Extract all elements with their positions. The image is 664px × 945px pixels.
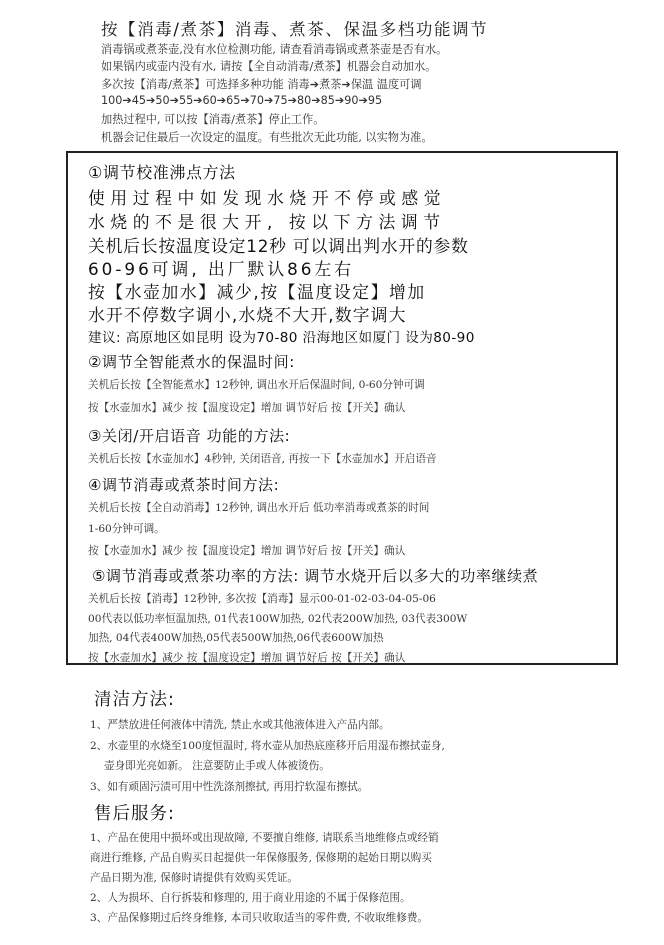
sterilize-power-desc-2: 00代表以低功率恒温加热, 01代表100W加热, 02代表200W加热, 03代表300W: [88, 613, 468, 625]
warning-no-water-sensor: 消毒锅或煮茶壶,没有水位检测功能, 请查看消毒锅或煮茶壶是否有水。: [101, 43, 448, 56]
warning-auto-add-water: 如果锅内或壶内没有水, 请按【全自动消毒/煮茶】机器会自动加水。: [101, 60, 437, 73]
calibration-line-1: 使用过程中如发现水烧开不停或感觉: [88, 188, 447, 208]
calibration-line-5: 按【水壶加水】减少,按【温度设定】增加: [88, 282, 426, 302]
cleaning-item-2b: 壶身即光亮如新。 注意要防止手或人体被烫伤。: [104, 760, 330, 772]
after-sales-item-1a: 1、产品在使用中损坏或出现故障, 不要擅自维修, 请联系当地维修点或经销: [90, 832, 439, 844]
cleaning-item-1: 1、严禁放进任何液体中清洗, 禁止水或其他液体进入产品内部。: [90, 719, 390, 731]
temperature-sequence: 100➔45➔50➔55➔60➔65➔70➔75➔80➔85➔90➔95: [101, 94, 383, 107]
calibration-line-3: 关机后长按温度设定12秒 可以调出判水开的参数: [88, 236, 469, 256]
sterilize-time-title: ④调节消毒或煮茶时间方法:: [88, 476, 280, 494]
sterilize-time-adjust: 按【水壶加水】减少 按【温度设定】增加 调节好后 按【开关】确认: [88, 545, 406, 557]
sterilize-power-title: ⑤调节消毒或煮茶功率的方法: 调节水烧开后以多大的功率继续煮: [92, 567, 539, 585]
after-sales-item-1c: 产品日期为准, 保修时请提供有效购买凭证。: [90, 872, 299, 884]
calibration-suggestion: 建议: 高原地区如昆明 设为70-80 沿海地区如厦门 设为80-90: [88, 330, 475, 346]
calibration-line-2: 水烧的不是很大开, 按以下方法调节: [88, 212, 446, 232]
calibration-line-6: 水开不停数字调小,水烧不大开,数字调大: [88, 305, 407, 325]
memory-info: 机器会记住最后一次设定的温度。有些批次无此功能, 以实物为准。: [101, 131, 433, 144]
after-sales-item-3: 3、产品保修期过后终身维修, 本司只收取适当的零件费, 不收取维修费。: [90, 912, 429, 924]
calibration-line-4: 60-96可调, 出厂默认86左右: [88, 259, 355, 279]
sterilize-time-desc-2: 1-60分钟可调。: [88, 523, 165, 535]
stop-info: 加热过程中, 可以按【消毒/煮茶】停止工作。: [101, 113, 325, 126]
after-sales-item-2: 2、人为损坏、自行拆装和修理的, 用于商业用途的不属于保修范围。: [90, 892, 411, 904]
sterilize-power-desc-3: 加热, 04代表400W加热,05代表500W加热,06代表600W加热: [88, 632, 384, 644]
after-sales-item-1b: 商进行维修, 产品自购买日起提供一年保修服务, 保修期的起始日期以购买: [90, 852, 432, 864]
keep-warm-desc: 关机后长按【全智能煮水】12秒钟, 调出水开后保温时间, 0-60分钟可调: [88, 379, 425, 391]
sterilize-power-desc-1: 关机后长按【消毒】12秒钟, 多次按【消毒】显示00-01-02-03-04-05-06: [88, 593, 436, 605]
sterilize-time-desc-1: 关机后长按【全自动消毒】12秒钟, 调出水开后 低功率消毒或煮茶的时间: [88, 502, 430, 514]
keep-warm-adjust: 按【水壶加水】减少 按【温度设定】增加 调节好后 按【开关】确认: [88, 402, 406, 414]
section-title-modes: 按【消毒/煮茶】消毒、煮茶、保温多档功能调节: [101, 20, 489, 39]
sterilize-power-adjust: 按【水壶加水】减少 按【温度设定】增加 调节好后 按【开关】确认: [88, 652, 406, 664]
keep-warm-title: ②调节全智能煮水的保温时间:: [88, 353, 295, 371]
cleaning-item-3: 3、如有顽固污渍可用中性洗涤剂擦拭, 再用拧软湿布擦拭。: [90, 781, 369, 793]
voice-desc: 关机后长按【水壶加水】4秒钟, 关闭语音, 再按一下【水壶加水】开启语音: [88, 453, 437, 465]
cleaning-item-2a: 2、水壶里的水烧至100度恒温时, 将水壶从加热底座移开后用湿布擦拭壶身,: [90, 740, 445, 752]
calibration-title: ①调节校准沸点方法: [88, 163, 236, 182]
after-sales-title: 售后服务:: [94, 804, 175, 824]
cleaning-title: 清洁方法:: [94, 690, 175, 710]
modes-info: 多次按【消毒/煮茶】可选择多种功能 消毒➔煮茶➔保温 温度可调: [101, 78, 422, 91]
voice-title: ③关闭/开启语音 功能的方法:: [88, 427, 291, 445]
